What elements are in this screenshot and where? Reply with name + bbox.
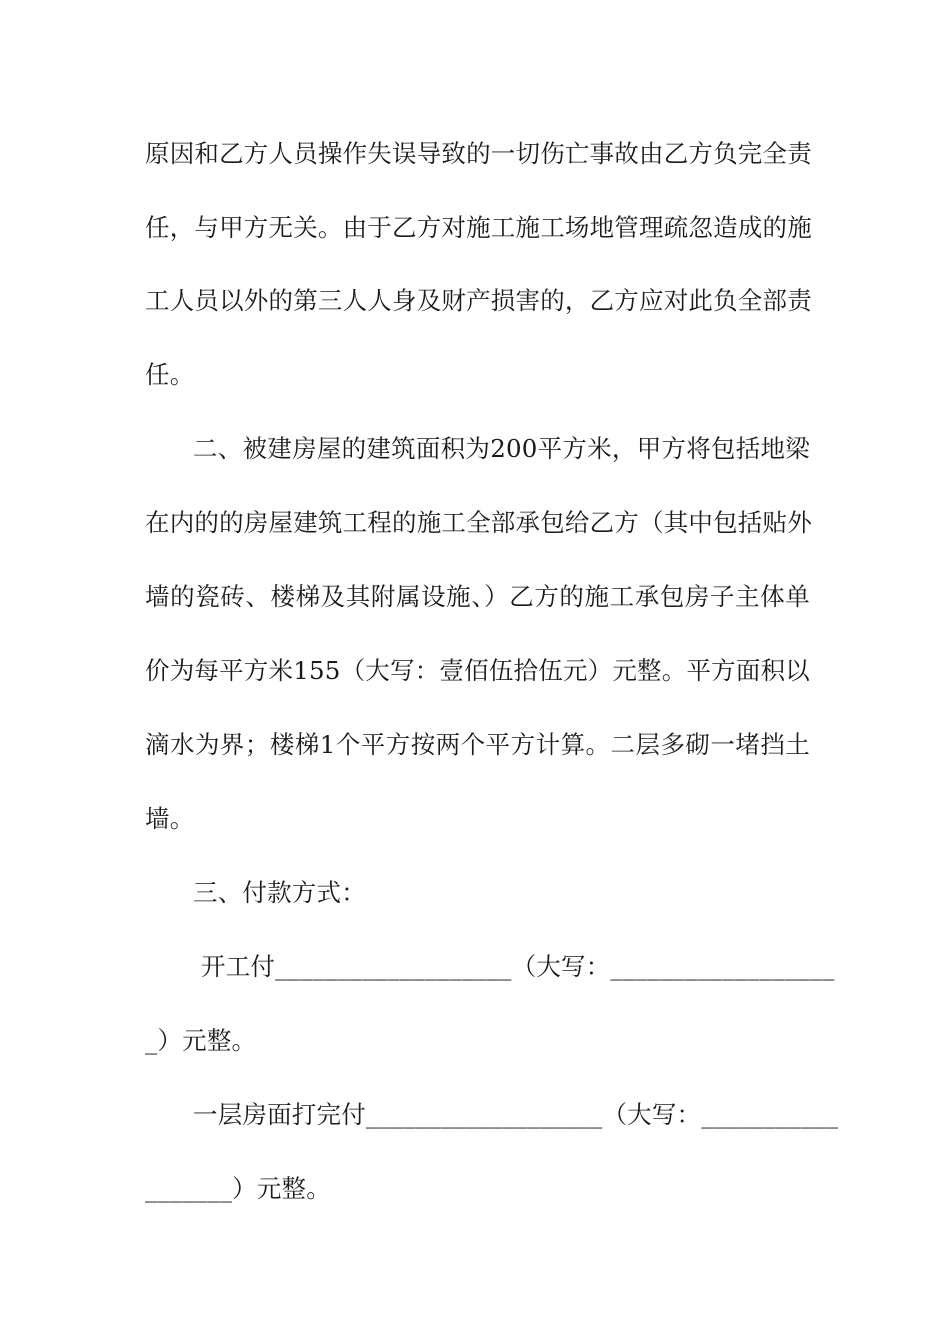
payment-start-line-continued: _）元整。 <box>145 1026 257 1055</box>
payment-first-floor-line-continued: _______）元整。 <box>145 1174 331 1203</box>
body-text-line: 墙。 <box>145 804 195 833</box>
body-text-line: 滴水为界；楼梯1个平方按两个平方计算。二层多砌一堵挡土 <box>145 730 810 759</box>
payment-start-line: 开工付___________________（大写：__________________ <box>193 952 835 981</box>
body-text-line: 墙的瓷砖、楼梯及其附属设施、）乙方的施工承包房子主体单 <box>145 582 810 611</box>
body-text-line: 在内的的房屋建筑工程的施工全部承包给乙方（其中包括贴外 <box>145 508 812 537</box>
body-text-line: 工人员以外的第三人人身及财产损害的，乙方应对此负全部责 <box>145 286 812 315</box>
body-text-line: 价为每平方米155（大写：壹佰伍拾伍元）元整。平方面积以 <box>145 656 810 685</box>
payment-method-heading: 三、付款方式： <box>193 878 366 907</box>
body-text-line: 原因和乙方人员操作失误导致的一切伤亡事故由乙方负完全责 <box>145 139 812 168</box>
body-text-line: 任，与甲方无关。由于乙方对施工施工场地管理疏忽造成的施 <box>145 213 812 242</box>
payment-first-floor-line: 一层房面打完付___________________（大写：___________ <box>193 1100 839 1129</box>
body-text-line: 任。 <box>145 360 195 389</box>
section-two-heading-line: 二、被建房屋的建筑面积为200平方米，甲方将包括地梁 <box>193 434 810 463</box>
